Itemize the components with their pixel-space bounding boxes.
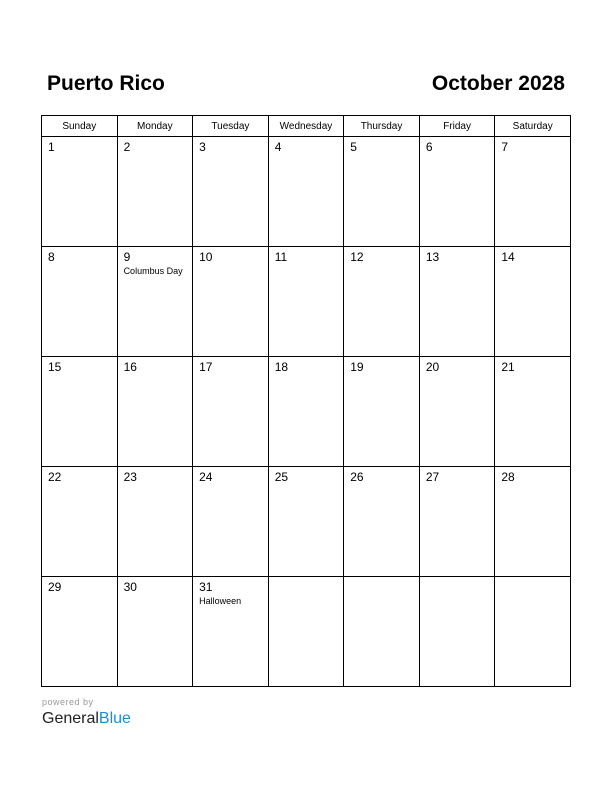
weekday-header-row bbox=[42, 116, 571, 137]
day-number: 14 bbox=[501, 250, 515, 264]
day-cell bbox=[344, 357, 420, 467]
month-title: October 2028 bbox=[431, 72, 565, 95]
day-cell bbox=[193, 247, 269, 357]
day-number: 3 bbox=[199, 140, 206, 154]
day-number: 1 bbox=[48, 140, 55, 154]
day-number: 4 bbox=[274, 140, 282, 154]
week-row bbox=[42, 137, 571, 247]
day-number: 22 bbox=[48, 470, 62, 484]
day-cell bbox=[419, 357, 495, 467]
day-number: 12 bbox=[350, 250, 364, 264]
day-number: 29 bbox=[48, 580, 62, 594]
week-row bbox=[42, 357, 571, 467]
day-cell bbox=[495, 247, 571, 357]
day-number: 30 bbox=[123, 580, 137, 594]
weekday-tuesday: Tuesday bbox=[193, 116, 269, 137]
day-cell bbox=[117, 467, 193, 577]
day-cell bbox=[42, 357, 118, 467]
day-number: 28 bbox=[501, 470, 515, 484]
day-number: 27 bbox=[425, 470, 440, 484]
day-number: 9 bbox=[123, 250, 131, 264]
powered-by-label: powered by bbox=[42, 697, 94, 707]
logo-blue-text: Blue bbox=[98, 710, 131, 727]
day-number: 5 bbox=[350, 140, 357, 154]
day-cell bbox=[117, 577, 193, 687]
holiday-label: Halloween bbox=[199, 596, 242, 606]
day-cell bbox=[268, 467, 344, 577]
day-cell bbox=[42, 137, 118, 247]
holiday-label: Columbus Day bbox=[123, 266, 183, 276]
day-cell bbox=[117, 137, 193, 247]
day-cell bbox=[344, 467, 420, 577]
day-number: 26 bbox=[350, 470, 364, 484]
day-cell bbox=[193, 357, 269, 467]
day-number: 8 bbox=[48, 250, 55, 264]
day-cell bbox=[117, 247, 193, 357]
day-cell bbox=[268, 247, 344, 357]
weekday-saturday: Saturday bbox=[495, 116, 571, 137]
day-cell bbox=[193, 137, 269, 247]
day-number: 31 bbox=[199, 580, 213, 594]
day-cell bbox=[268, 577, 344, 687]
day-number: 24 bbox=[199, 470, 213, 484]
day-cell bbox=[42, 247, 118, 357]
day-cell bbox=[419, 577, 495, 687]
calendar-grid bbox=[41, 115, 571, 687]
day-cell bbox=[193, 577, 269, 687]
day-cell bbox=[495, 137, 571, 247]
day-cell bbox=[193, 467, 269, 577]
day-number: 20 bbox=[425, 360, 440, 374]
generalblue-logo bbox=[42, 709, 131, 729]
day-cell bbox=[42, 467, 118, 577]
day-cell bbox=[495, 357, 571, 467]
day-number: 13 bbox=[425, 250, 440, 264]
day-number: 2 bbox=[123, 140, 131, 154]
week-row bbox=[42, 577, 571, 687]
day-cell bbox=[42, 577, 118, 687]
day-number: 15 bbox=[48, 360, 62, 374]
day-cell bbox=[268, 137, 344, 247]
day-number: 16 bbox=[123, 360, 137, 374]
day-number: 7 bbox=[501, 140, 509, 154]
weekday-monday: Monday bbox=[117, 116, 193, 137]
day-number: 11 bbox=[274, 250, 288, 264]
day-number: 17 bbox=[199, 360, 213, 374]
day-cell bbox=[268, 357, 344, 467]
weekday-thursday: Thursday bbox=[344, 116, 420, 137]
day-cell bbox=[117, 357, 193, 467]
day-number: 21 bbox=[501, 360, 515, 374]
day-cell bbox=[495, 577, 571, 687]
day-cell bbox=[344, 247, 420, 357]
day-number: 25 bbox=[274, 470, 289, 484]
day-number: 10 bbox=[199, 250, 213, 264]
footer-branding bbox=[42, 697, 131, 729]
day-cell bbox=[419, 137, 495, 247]
logo-general-text: General bbox=[42, 710, 99, 727]
weekday-sunday: Sunday bbox=[42, 116, 118, 137]
region-title: Puerto Rico bbox=[47, 72, 165, 95]
day-cell bbox=[344, 137, 420, 247]
day-number: 19 bbox=[350, 360, 364, 374]
day-cell bbox=[495, 467, 571, 577]
day-number: 23 bbox=[123, 470, 137, 484]
weekday-wednesday: Wednesday bbox=[268, 116, 344, 137]
day-cell bbox=[419, 467, 495, 577]
day-number: 18 bbox=[274, 360, 289, 374]
week-row bbox=[42, 467, 571, 577]
day-cell bbox=[419, 247, 495, 357]
day-number: 6 bbox=[425, 140, 433, 154]
week-row bbox=[42, 247, 571, 357]
day-cell bbox=[344, 577, 420, 687]
weekday-friday: Friday bbox=[419, 116, 495, 137]
